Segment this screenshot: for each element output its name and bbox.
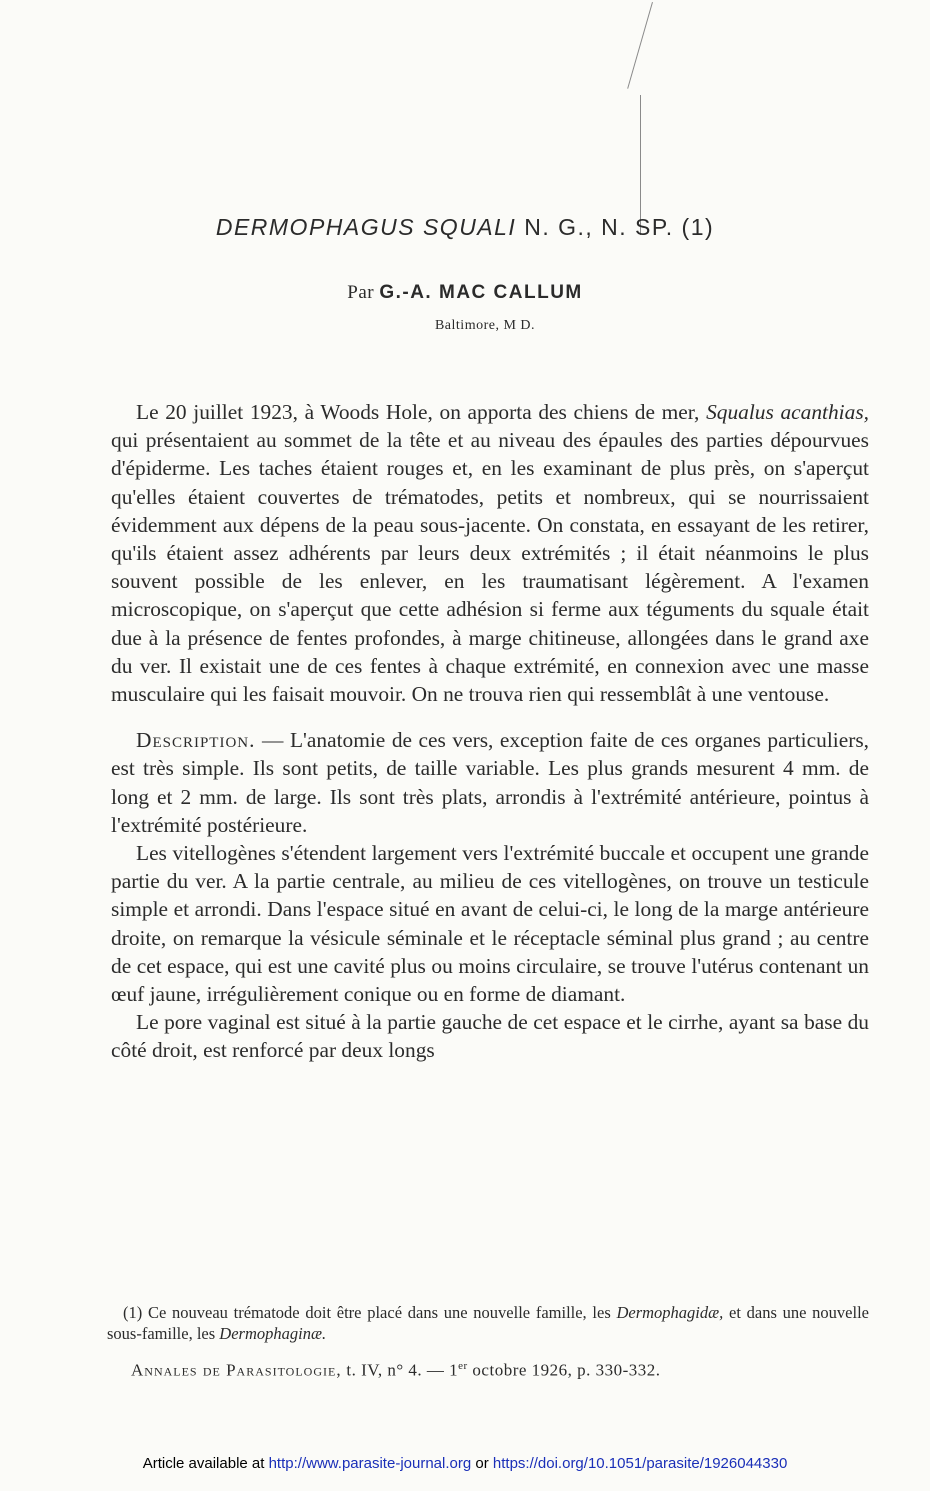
footer-prefix: Article available at — [142, 1455, 269, 1472]
p2-rest: — L'anatomie de ces vers, exception faite de ces organes particuliers, est très simple. Ils sont petits, de taille variable. Les plus grands mesurent 4 mm. de long et 2 mm. de large. Ils sont très plats, arrondis à l'extrémité antérieure, pointus à l'extrémité postérieure. — [111, 728, 869, 837]
paragraph-1 — [111, 398, 869, 708]
scan-line-diagonal — [627, 2, 653, 89]
journal-citation — [131, 1360, 891, 1381]
journal-date: octobre 1926, p. 330-332. — [467, 1360, 661, 1380]
byline-prefix: Par — [347, 282, 380, 303]
footnote-family: Dermophagidæ, — [616, 1303, 724, 1322]
journal-sup: er — [458, 1360, 468, 1372]
footer-middle: or — [471, 1455, 493, 1472]
journal-volume: t. IV, n° 4. — 1 — [341, 1360, 459, 1380]
p1-start: Le 20 juillet 1923, à Woods Hole, on apporta des chiens de mer, — [136, 400, 707, 424]
footnote-part2: et dans une nouvelle sous-famille, les — [107, 1303, 869, 1343]
title-designation: N. G., N. SP. (1) — [516, 214, 715, 240]
paragraph-description — [111, 726, 869, 839]
paragraph-4: Le pore vaginal est situé à la partie gauche de cet espace et le cirrhe, ayant sa base du côté droit, est renforcé par deux longs — [111, 1010, 869, 1063]
p1-species: Squalus acanthias, — [706, 400, 869, 424]
author-affiliation: Baltimore, M D. — [434, 318, 536, 333]
paragraph-3: Les vitellogènes s'étendent largement vers l'extrémité buccale et occupent une grande partie du ver. A la partie centrale, au milieu de ces vitellogènes, on trouve un testicule simple et arrondi. Dans l'espace situé en avant de celui-ci, le long de la marge antérieure droite, on remarque la vésicule séminale et le réceptacle séminal plus grand ; au centre de cet espace, qui est une cavité plus ou moins circulaire, se trouve l'utérus contenant un œuf jaune, irrégulièrement conique ou en forme de diamant. — [111, 841, 869, 1007]
author-name: G.-A. MAC CALLUM — [379, 282, 583, 303]
footnote-subfamily: Dermophaginæ. — [219, 1324, 327, 1343]
article-body — [111, 398, 869, 1065]
description-heading: Description. — [136, 728, 256, 753]
doi-link[interactable]: https://doi.org/10.1051/parasite/1926044330 — [492, 1455, 788, 1472]
footnote-part1: (1) Ce nouveau trématode doit être placé dans une nouvelle famille, les — [123, 1303, 617, 1322]
article-availability — [0, 1455, 930, 1472]
p1-rest: qui présentaient au sommet de la tête et au niveau des épaules des parties dépourvues d'épiderme. Les taches étaient rouges et, en les examinant de plus près, on s'aperçut qu'elles étaient couvertes de trématodes, petits et nombreux, qui se nourrissaient évidemment aux dépens de la peau sous-jacente. On constata, en essayant de les retirer, qu'ils étaient assez adhérents par leurs deux extrémités ; il était néanmoins le plus souvent possible de les enlever, en les traumatisant légèrement. A l'examen microscopique, on s'aperçut que cette adhésion si ferme aux téguments du squale était due à la présence de fentes profondes, à marge chitineuse, allongées dans le grand axe du ver. Il existait une de ces fentes à chaque extrémité, en connexion avec une masse musculaire qui les faisait mouvoir. On ne trouva rien qui ressemblât à une ventouse. — [111, 428, 869, 707]
byline — [0, 282, 930, 304]
journal-name: Annales de Parasitologie, — [131, 1360, 342, 1380]
title-species: DERMOPHAGUS SQUALI — [215, 214, 517, 240]
footnote — [107, 1302, 869, 1344]
paper-title — [0, 214, 930, 241]
journal-site-link[interactable]: http://www.parasite-journal.org — [268, 1455, 472, 1472]
